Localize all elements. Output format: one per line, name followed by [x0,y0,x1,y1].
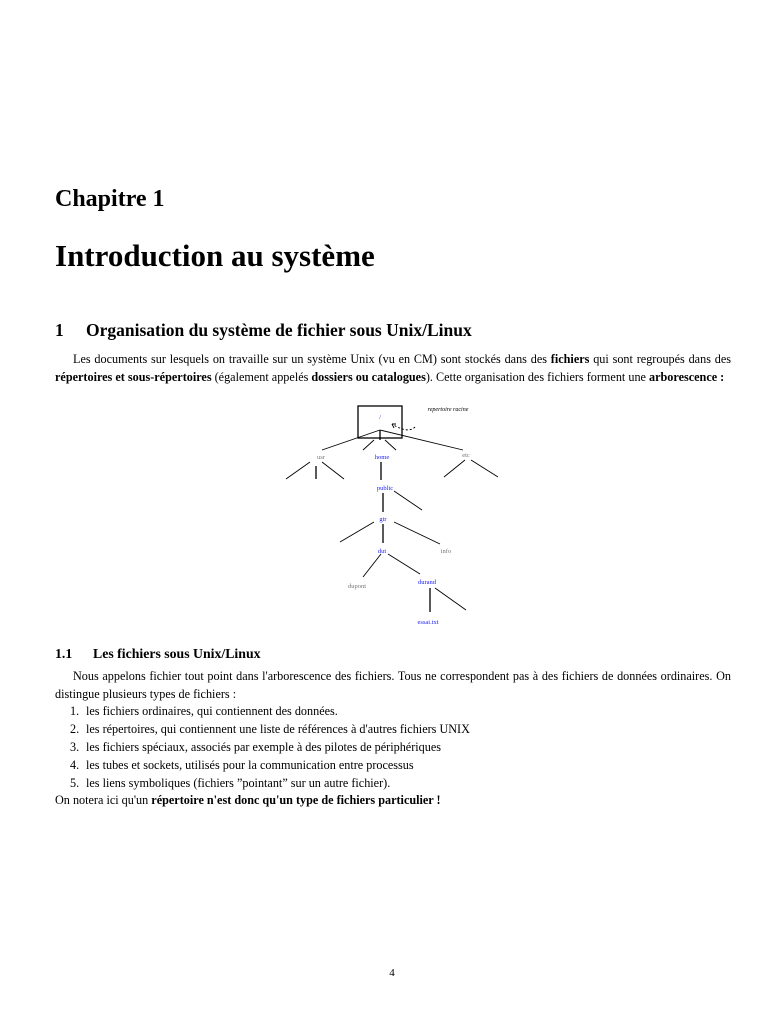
node-durand: durand [417,579,437,586]
subsection-heading [55,646,261,662]
node-info: info [440,548,452,555]
node-public: public [376,485,394,492]
node-essai-txt: essai.txt [417,619,439,626]
list-item-text: les fichiers ordinaires, qui contiennent des données. [86,704,338,718]
subsection-title: Les fichiers sous Unix/Linux [93,646,261,661]
list-item [70,756,470,774]
page-number: 4 [389,967,395,979]
list-item-text: les fichiers spéciaux, associés par exemple à des pilotes de périphériques [86,740,442,754]
list-item [70,738,470,756]
term-arborescence: arborescence : [649,369,725,384]
node-gtr: gtr [379,516,387,523]
root-annotation: repertoire racine [427,407,469,413]
list-item-text: les tubes et sockets, utilisés pour la communication entre processus [86,758,414,772]
conclusion-text: On notera ici qu'un [55,793,152,807]
list-item [70,720,470,738]
chapter-title: Introduction au système [55,238,375,273]
file-types-list [70,702,470,792]
node-etc: etc [462,452,470,459]
list-item-number: 5. [70,776,80,790]
term-fichiers: fichiers [550,352,590,366]
list-item-number: 1. [70,704,80,718]
subsection-number: 1.1 [55,646,73,661]
conclusion-line [55,792,441,809]
directory-tree-diagram [270,400,510,630]
para-text-2: qui sont regroupés dans des [589,352,731,366]
para-text-1: Les documents sur lesquels on travaille sur un système Unix (vu en CM) sont stockés dans des [73,352,551,366]
node-home: home [374,454,390,461]
list-item-number: 2. [70,722,80,736]
section-paragraph [55,351,731,386]
para-text-3: (également appelés [211,369,312,384]
node-dupont: dupont [347,583,367,590]
list-item-number: 4. [70,758,80,772]
subsection-paragraph [55,668,731,703]
list-item [70,774,470,792]
list-item-text: les répertoires, qui contiennent une liste de références à d'autres fichiers UNIX [86,722,470,736]
list-item-number: 3. [70,740,80,754]
node-dut: dut [377,548,387,555]
section-heading [55,320,472,341]
section-number: 1 [55,320,64,340]
node-usr: usr [317,454,325,461]
list-item-text: les liens symboliques (fichiers ”pointant” sur un autre fichier). [86,776,391,790]
conclusion-emphasis: répertoire n'est donc qu'un type de fichiers particulier ! [151,793,441,807]
term-dossiers: dossiers ou catalogues [311,369,426,384]
term-repertoires: répertoires et sous-répertoires [55,369,212,384]
section-title: Organisation du système de fichier sous Unix/Linux [86,320,472,340]
chapter-label: Chapitre 1 [55,186,165,212]
list-item [70,702,470,720]
para-text-4: ). Cette organisation des fichiers forment une [425,369,649,384]
node-root: / [379,414,381,421]
subsection-paragraph-text: Nous appelons fichier tout point dans l'arborescence des fichiers. Tous ne correspondent pas à des fichiers de données ordinaires. On distingue plusieurs types de fichiers : [55,669,731,701]
